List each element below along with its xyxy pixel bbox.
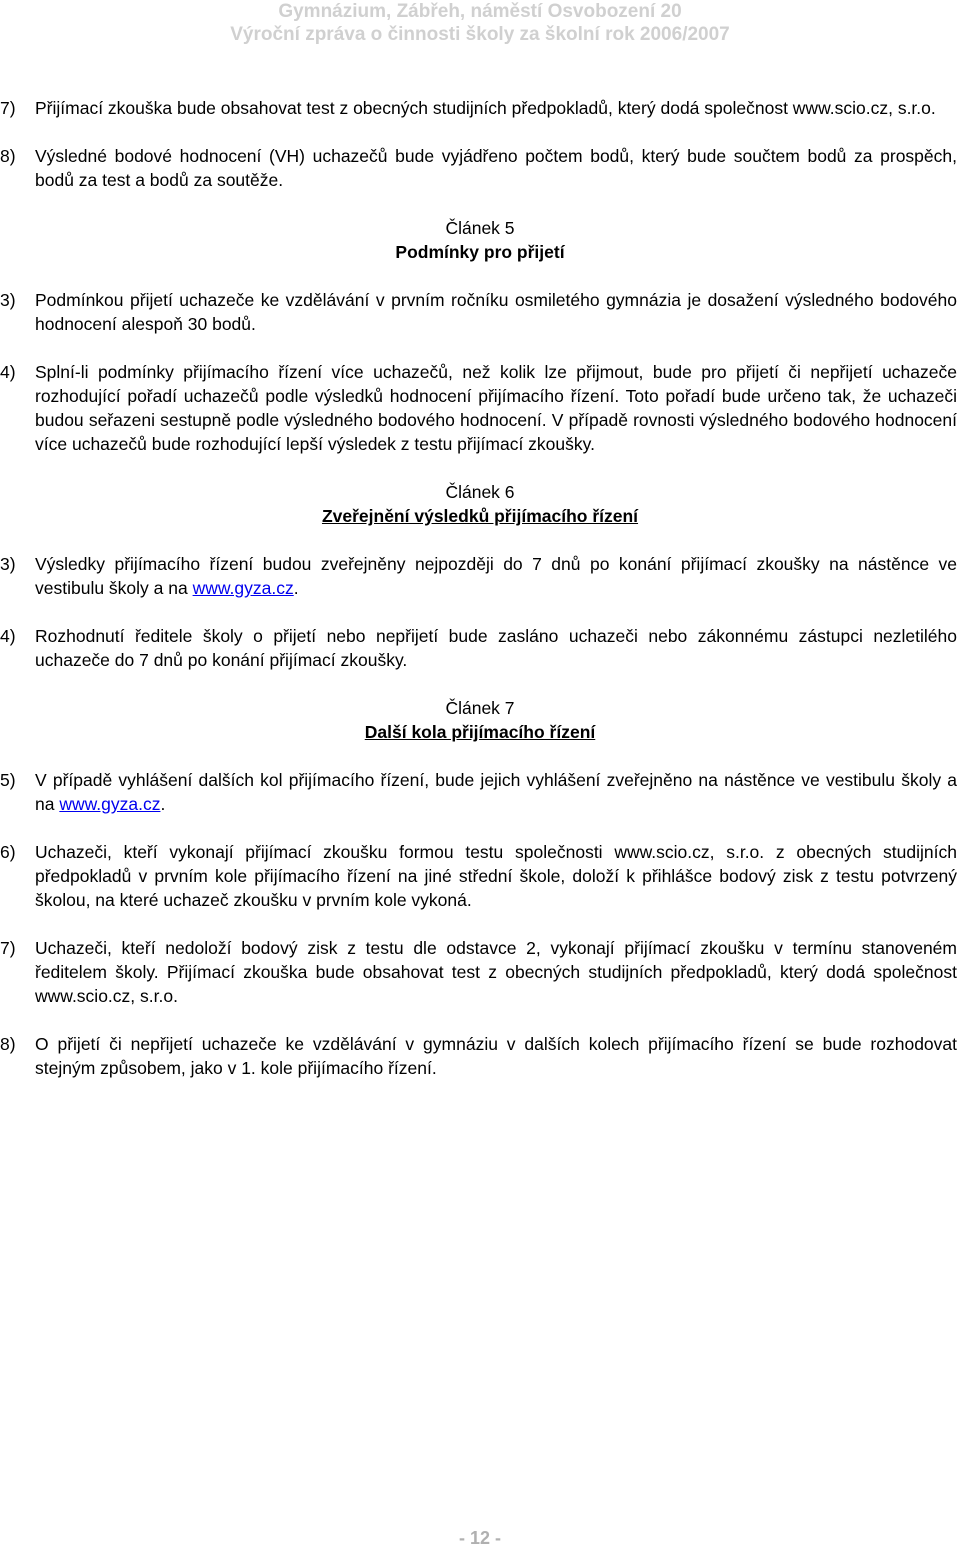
article-5-paragraph-3 bbox=[0, 288, 957, 336]
paragraph-text: Uchazeči, kteří vykonají přijímací zkoušku formou testu společnosti www.scio.cz, s.r.o. z obecných studijních předpokladů v prvním kole přijímacího řízení na jiné střední škole, doloží k přihlášce bodový zisk z testu potvrzený školou, na které uchazeč zkoušku v prvním kole vykoná. bbox=[35, 842, 957, 910]
article-7-paragraph-8 bbox=[0, 1032, 957, 1080]
paragraph-number: 8) bbox=[0, 146, 16, 166]
paragraph-number: 5) bbox=[0, 770, 16, 790]
paragraph-number: 8) bbox=[0, 1034, 16, 1054]
paragraph-number: 7) bbox=[0, 938, 16, 958]
paragraph-text: Podmínkou přijetí uchazeče ke vzdělávání v prvním ročníku osmiletého gymnázia je dosažení výsledného bodového hodnocení alespoň 30 bodů. bbox=[35, 290, 957, 334]
paragraph-text: O přijetí či nepřijetí uchazeče ke vzdělávání v gymnáziu v dalších kolech přijímacího řízení se bude rozhodovat stejným způsobem, jako v 1. kole přijímacího řízení. bbox=[35, 1034, 957, 1078]
page-header bbox=[0, 0, 960, 46]
article-title: Podmínky pro přijetí bbox=[395, 242, 565, 262]
paragraph-text: Přijímací zkouška bude obsahovat test z obecných studijních předpokladů, který dodá společnost www.scio.cz, s.r.o. bbox=[35, 98, 936, 118]
text-segment: . bbox=[293, 578, 299, 598]
article-title: Další kola přijímacího řízení bbox=[364, 722, 596, 742]
paragraph-text bbox=[35, 552, 957, 600]
page-number: - 12 - bbox=[458, 1528, 501, 1548]
header-report-title: Výroční zpráva o činnosti školy za školní rok 2006/2007 bbox=[230, 24, 730, 45]
article-title: Zveřejnění výsledků přijímacího řízení bbox=[321, 506, 639, 526]
school-website-link[interactable]: www.gyza.cz bbox=[59, 794, 161, 814]
school-website-link[interactable]: www.gyza.cz bbox=[192, 578, 294, 598]
paragraph-text: Uchazeči, kteří nedoloží bodový zisk z testu dle odstavce 2, vykonají přijímací zkoušku v termínu stanoveném ředitelem školy. Přijímací zkouška bude obsahovat test z obecných studijních předpokladů, který dodá společnost www.scio.cz, s.r.o. bbox=[35, 938, 957, 1006]
document-body bbox=[0, 96, 960, 1080]
article-7-paragraph-5 bbox=[0, 768, 957, 816]
paragraph-text: Splní-li podmínky přijímacího řízení více uchazečů, než kolik lze přijmout, bude pro přijetí či nepřijetí uchazeče rozhodující pořadí uchazečů podle výsledků hodnocení přijímacího řízení. Toto pořadí bude určeno tak, že uchazeči budou seřazeni sestupně podle výsledného bodového hodnocení. V případě rovnosti výsledného bodového hodnocení více uchazečů bude rozhodující lepší výsledek z testu přijímací zkoušky. bbox=[35, 362, 957, 454]
text-segment: V případě vyhlášení dalších kol přijímacího řízení, bude jejich vyhlášení zveřejněno na nástěnce ve vestibulu školy a na bbox=[35, 770, 957, 814]
paragraph-number: 7) bbox=[0, 98, 16, 118]
paragraph-7 bbox=[0, 96, 957, 120]
paragraph-number: 3) bbox=[0, 290, 16, 310]
article-6-paragraph-4 bbox=[0, 624, 957, 672]
header-school-name: Gymnázium, Zábřeh, náměstí Osvobození 20 bbox=[278, 1, 682, 22]
article-label: Článek 7 bbox=[445, 698, 515, 718]
article-7-paragraph-7 bbox=[0, 936, 957, 1008]
paragraph-number: 3) bbox=[0, 554, 16, 574]
text-segment: . bbox=[160, 794, 166, 814]
paragraph-text bbox=[35, 768, 957, 816]
paragraph-text: Výsledné bodové hodnocení (VH) uchazečů bude vyjádřeno počtem bodů, který bude součtem bodů za prospěch, bodů za test a bodů za soutěže. bbox=[35, 146, 957, 190]
article-6-paragraph-3 bbox=[0, 552, 957, 600]
article-5-heading bbox=[0, 216, 960, 264]
article-7-heading bbox=[0, 696, 960, 744]
paragraph-8 bbox=[0, 144, 957, 192]
paragraph-text: Rozhodnutí ředitele školy o přijetí nebo nepřijetí bude zasláno uchazeči nebo zákonnému zástupci nezletilého uchazeče do 7 dnů po konání přijímací zkoušky. bbox=[35, 626, 957, 670]
article-label: Článek 5 bbox=[445, 218, 515, 238]
paragraph-number: 6) bbox=[0, 842, 16, 862]
paragraph-number: 4) bbox=[0, 362, 16, 382]
article-5-paragraph-4 bbox=[0, 360, 957, 456]
article-7-paragraph-6 bbox=[0, 840, 957, 912]
article-label: Článek 6 bbox=[445, 482, 515, 502]
paragraph-number: 4) bbox=[0, 626, 16, 646]
article-6-heading bbox=[0, 480, 960, 528]
text-segment: Výsledky přijímacího řízení budou zveřejněny nejpozději do 7 dnů po konání přijímací zkoušky na nástěnce ve vestibulu školy a na bbox=[35, 554, 957, 598]
